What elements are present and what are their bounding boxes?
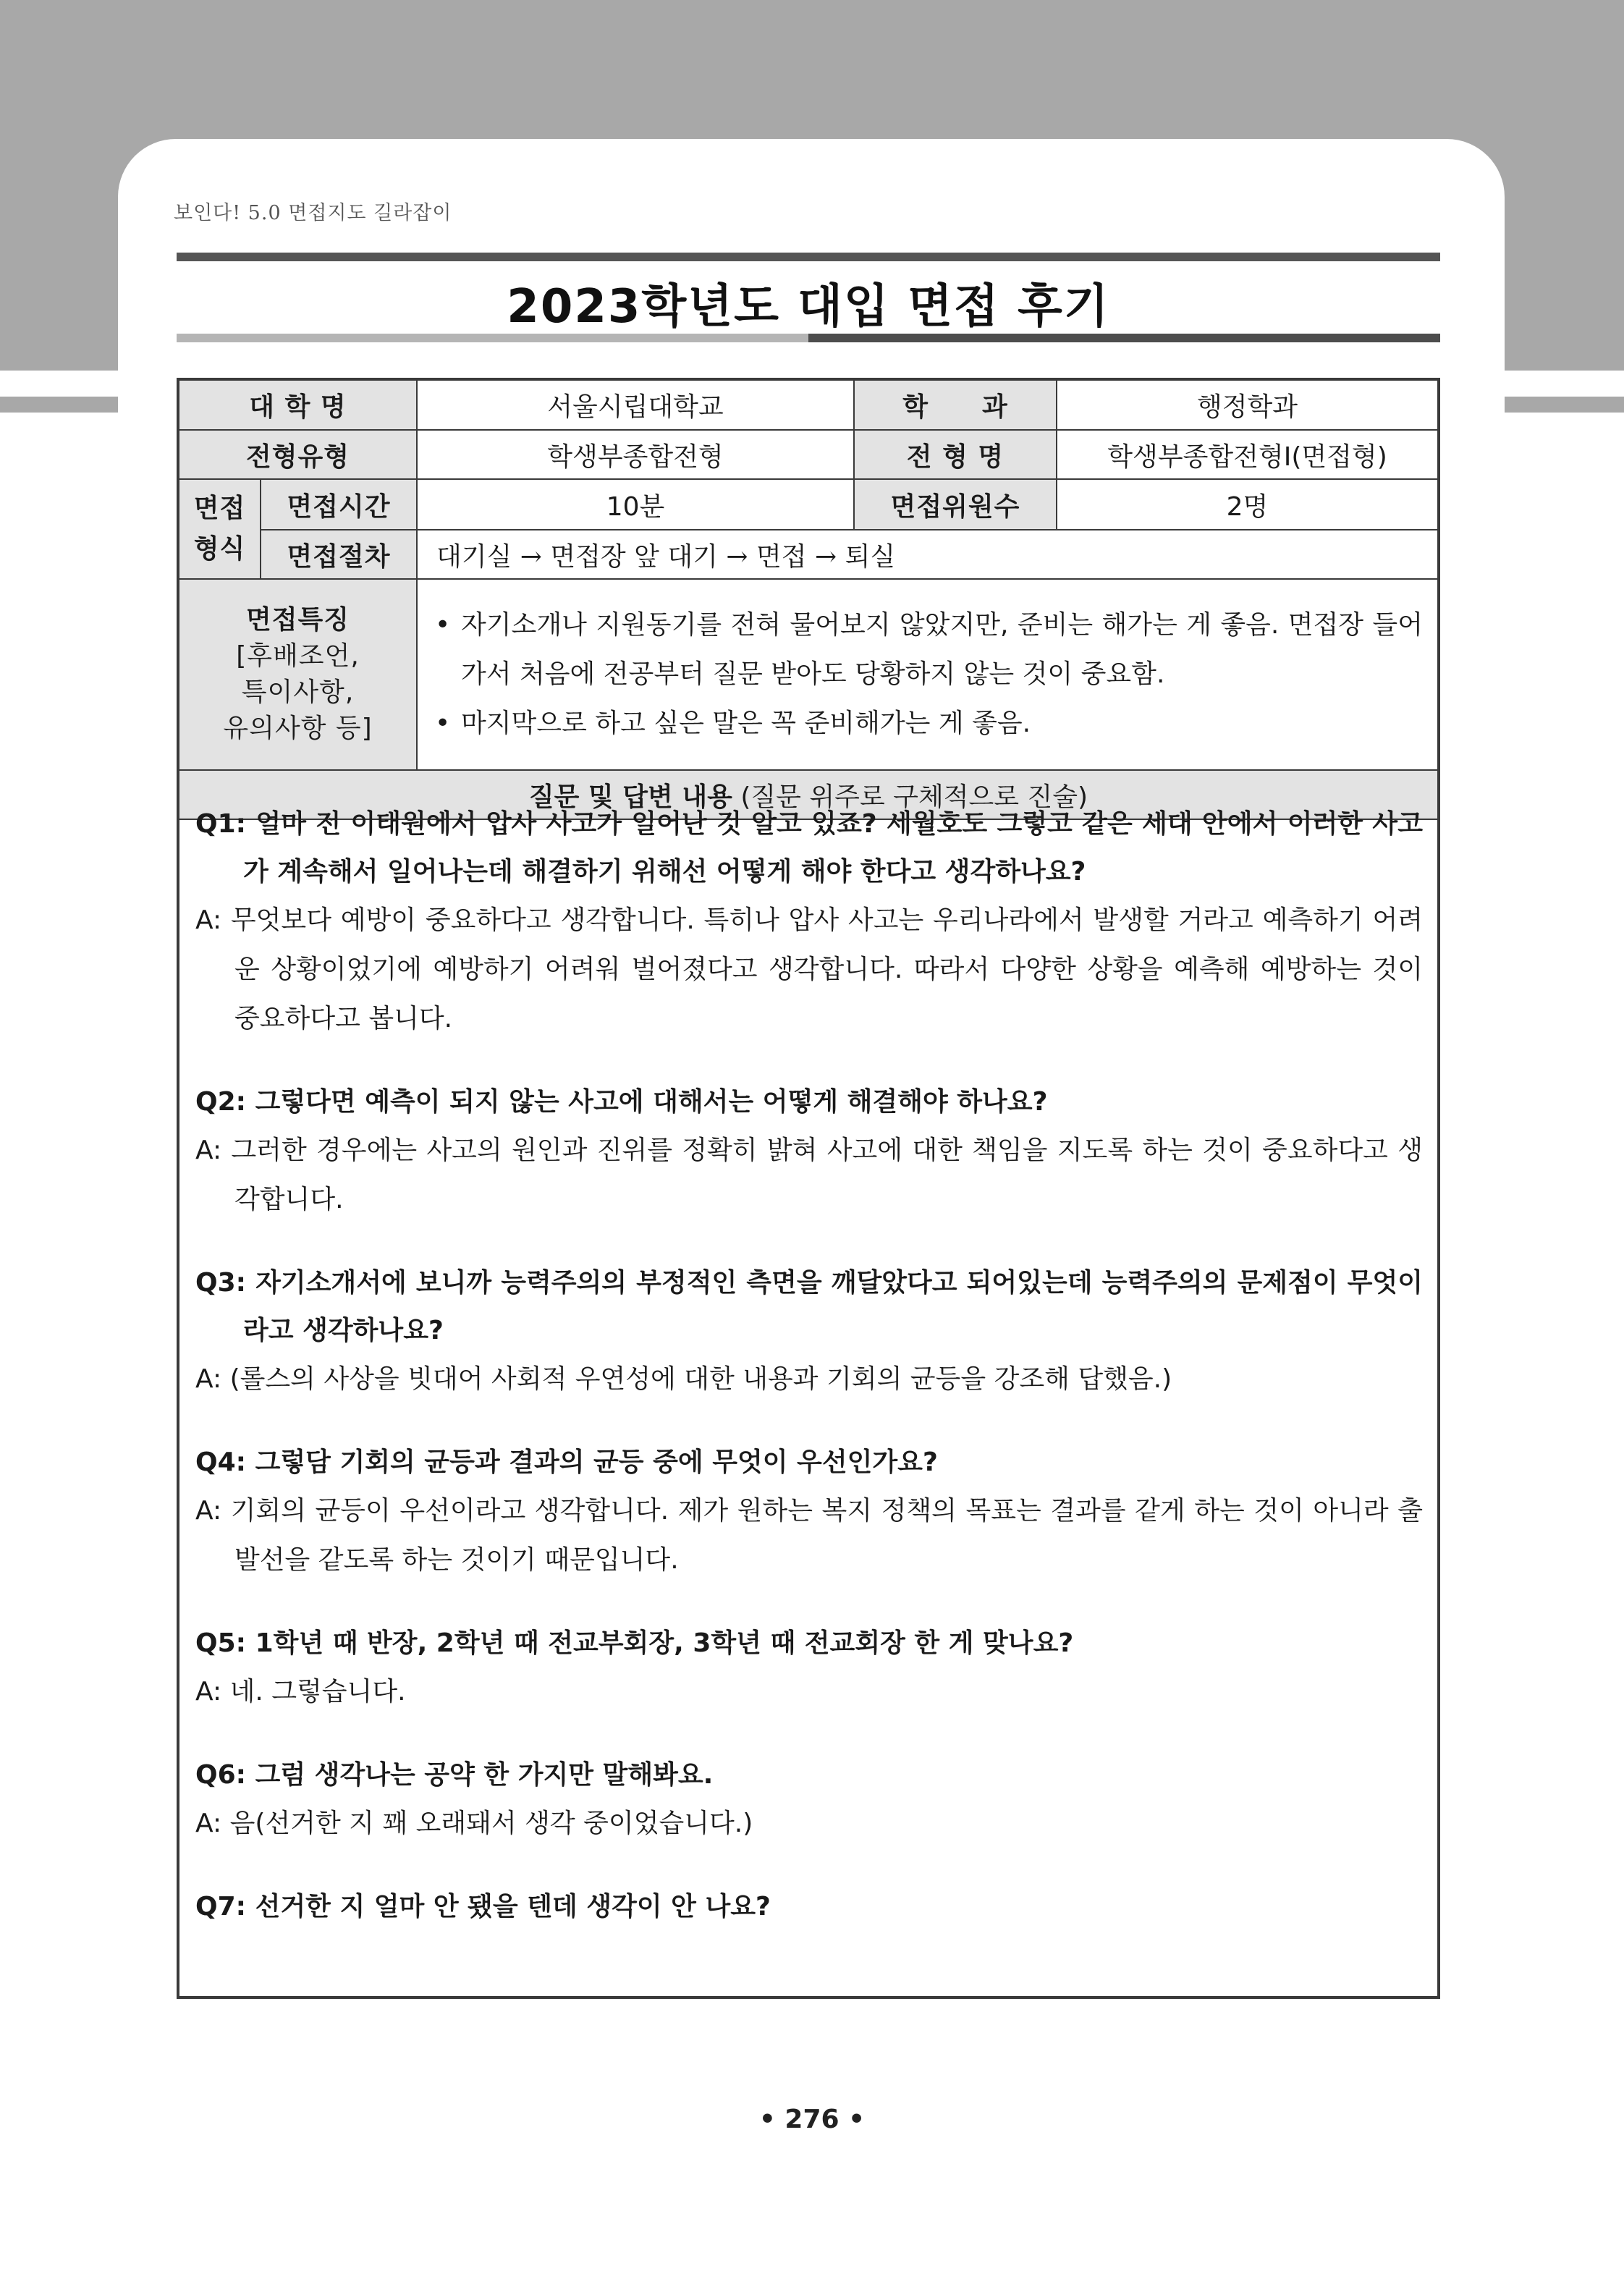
qa-header-note: (질문 위주로 구체적으로 진술): [732, 782, 1088, 812]
question-5: Q5: 1학년 때 반장, 2학년 때 전교부회장, 3학년 때 전교회장 한 게 맞나요?: [195, 1628, 1074, 1658]
question-2: Q2: 그렇다면 예측이 되지 않는 사고에 대해서는 어떻게 해결해야 하나요?: [195, 1087, 1048, 1117]
features-list: [434, 601, 1423, 748]
qa-header-title: 질문 및 답변 내용: [528, 782, 732, 812]
info-table: [179, 381, 1437, 820]
department-label: 학 과: [854, 381, 1057, 430]
format-label: 면접 형식: [179, 479, 261, 579]
question-1: Q1: 얼마 전 이태원에서 압사 사고가 일어난 것 알고 있죠? 세월호도 그렇고 같은 세대 안에서 이러한 사고가 계속해서 일어나는데 해결하기 위해선 어떻게 해야 한다고 생각하나요?: [195, 809, 1423, 887]
admission-type-label: 전형유형: [179, 430, 417, 479]
time-value: 10분: [417, 479, 854, 530]
answer-4: A: 기회의 균등이 우선이라고 생각합니다. 제가 원하는 복지 정책의 목표는 결과를 같게 하는 것이 아니라 출발선을 같도록 하는 것이기 때문입니다.: [195, 1496, 1423, 1575]
feature-item: • 자기소개나 지원동기를 전혀 물어보지 않았지만, 준비는 해가는 게 좋음. 면접장 들어가서 처음에 전공부터 질문 받아도 당황하지 않는 것이 중요함.: [434, 601, 1423, 699]
page-number: • 276 •: [758, 2105, 866, 2134]
procedure-value: 대기실 → 면접장 앞 대기 → 면접 → 퇴실: [417, 530, 1437, 579]
admission-name-value: 학생부종합전형I(면접형): [1057, 430, 1437, 479]
question-6: Q6: 그럼 생각나는 공약 한 가지만 말해봐요.: [195, 1760, 714, 1790]
interview-form: [177, 378, 1440, 1999]
qa-list: [195, 800, 1423, 1931]
question-3: Q3: 자기소개서에 보니까 능력주의의 부정적인 측면을 깨달았다고 되어있는데 능력주의의 문제점이 무엇이라고 생각하나요?: [195, 1268, 1423, 1345]
feature-item: • 마지막으로 하고 싶은 말은 꼭 준비해가는 게 좋음.: [434, 699, 1423, 748]
features-content: [417, 579, 1437, 770]
university-label: 대 학 명: [179, 381, 417, 430]
question-4: Q4: 그렇담 기회의 균등과 결과의 균등 중에 무엇이 우선인가요?: [195, 1447, 938, 1477]
university-value: 서울시립대학교: [417, 381, 854, 430]
procedure-label: 면접절차: [261, 530, 417, 579]
admission-type-value: 학생부종합전형: [417, 430, 854, 479]
features-label-line2: 특이사항,: [241, 677, 355, 707]
left-side-stripe: [0, 397, 118, 413]
answer-3: A: (롤스의 사상을 빗대어 사회적 우연성에 대한 내용과 기회의 균등을 강조해 답했음.): [195, 1364, 1172, 1394]
features-label-line3: 유의사항 등]: [223, 714, 373, 743]
features-label-title: 면접특징: [245, 605, 350, 635]
department-value: 행정학과: [1057, 381, 1437, 430]
features-label-line1: [후배조언,: [236, 641, 360, 671]
question-7: Q7: 선거한 지 얼마 안 됐을 텐데 생각이 안 나요?: [195, 1892, 771, 1921]
right-side-stripe: [1505, 397, 1624, 413]
running-header: 보인다! 5.0 면접지도 길라잡이: [174, 202, 452, 224]
panel-label: 면접위원수: [854, 479, 1057, 530]
answer-6: A: 음(선거한 지 꽤 오래돼서 생각 중이었습니다.): [195, 1809, 753, 1838]
answer-5: A: 네. 그렇습니다.: [195, 1677, 406, 1707]
panel-value: 2명: [1057, 479, 1437, 530]
features-label: [179, 579, 417, 770]
answer-2: A: 그러한 경우에는 사고의 원인과 진위를 정확히 밝혀 사고에 대한 책임을 지도록 하는 것이 중요하다고 생각합니다.: [195, 1136, 1423, 1214]
time-label: 면접시간: [261, 479, 417, 530]
page-title: 2023학년도 대입 면접 후기: [507, 280, 1110, 334]
title-rule-bottom: [177, 334, 1440, 342]
answer-1: A: 무엇보다 예방이 중요하다고 생각합니다. 특히나 압사 사고는 우리나라에서 발생할 거라고 예측하기 어려운 상황이었기에 예방하기 어려워 벌어졌다고 생각합니다. 따라서 다양한 상황을 예측해 예방하는 것이 중요하다고 봅니다.: [195, 905, 1423, 1033]
title-rule-top: [177, 253, 1440, 261]
admission-name-label: 전 형 명: [854, 430, 1057, 479]
